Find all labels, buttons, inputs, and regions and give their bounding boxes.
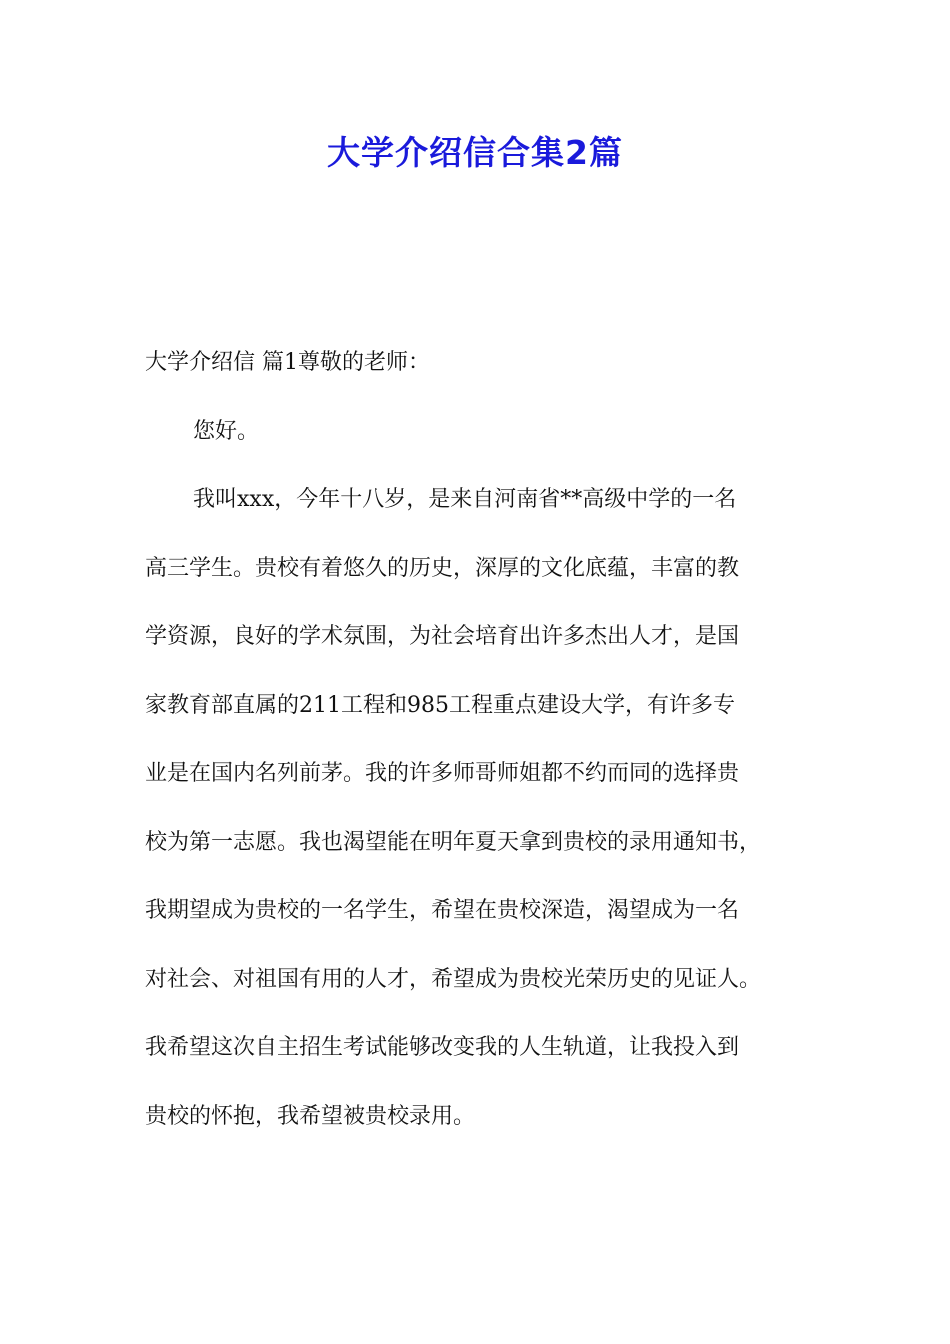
paragraph-line: 校为第一志愿。我也渴望能在明年夏天拿到贵校的录用通知书，: [145, 829, 762, 855]
paragraph-line: 我期望成为贵校的一名学生，希望在贵校深造，渴望成为一名: [145, 898, 740, 923]
paragraph-line: 对社会、对祖国有用的人才，希望成为贵校光荣历史的见证人。: [145, 966, 762, 992]
paragraph-line: 贵校的怀抱，我希望被贵校录用。: [145, 1103, 476, 1129]
document-title: 大学介绍信合集2篇: [327, 133, 623, 172]
letter-heading-line: 大学介绍信 篇1尊敬的老师：: [145, 350, 430, 375]
paragraph-line: 我希望这次自主招生考试能够改变我的人生轨道，让我投入到: [145, 1035, 740, 1060]
paragraph-line: 业是在国内名列前茅。我的许多师哥师姐都不约而同的选择贵: [145, 761, 740, 786]
paragraph-line: 学资源，良好的学术氛围，为社会培育出许多杰出人才，是国: [145, 624, 740, 649]
paragraph-line: 我叫xxx，今年十八岁，是来自河南省**高级中学的一名: [193, 487, 737, 512]
document-body: [145, 338, 815, 1160]
paragraph-line: 高三学生。贵校有着悠久的历史，深厚的文化底蕴，丰富的教: [145, 555, 740, 581]
greeting-line: 您好。: [193, 418, 260, 444]
paragraph-line: 家教育部直属的211工程和985工程重点建设大学，有许多专: [145, 692, 735, 718]
